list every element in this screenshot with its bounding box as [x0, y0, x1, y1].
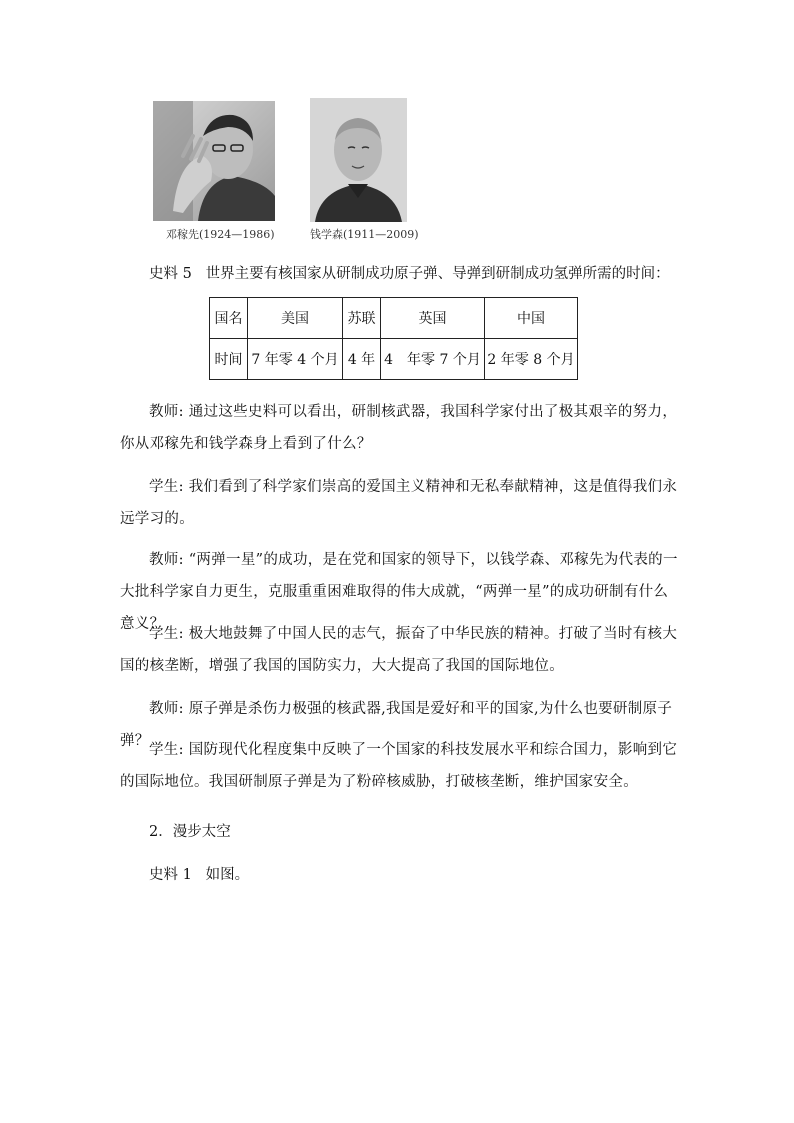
dialogue-text: 通过这些史料可以看出，研制核武器，我国科学家付出了极其艰辛的努力，你从邓稼先和钱学森身上看到了什么？	[120, 404, 678, 452]
dialogue-paragraph: 学生: 我们看到了科学家们崇高的爱国主义精神和无私奉献精神，这是值得我们永远学习的。	[120, 479, 678, 527]
speaker: 学生	[149, 479, 179, 495]
source1-line	[149, 863, 249, 884]
dialogue-paragraph: 学生: 极大地鼓舞了中国人民的志气，振奋了中华民族的精神。打破了当时有核大国的核垄断，增强了我国的国防实力，大大提高了我国的国际地位。	[120, 626, 678, 674]
photo-caption-deng: 邓稼先(1924—1986)	[166, 228, 275, 241]
table-cell: 国名	[210, 298, 248, 339]
speaker: 学生	[149, 742, 179, 758]
source5-label: 史料 5	[149, 266, 192, 282]
dialogue-paragraph: 学生: 国防现代化程度集中反映了一个国家的科技发展水平和综合国力，影响到它的国际地位。我国研制原子弹是为了粉碎核威胁，打破核垄断，维护国家安全。	[120, 742, 678, 790]
table-cell: 7 年零 4 个月	[248, 339, 343, 380]
photo-qian-xuesen	[310, 98, 407, 222]
table-cell: 时间	[210, 339, 248, 380]
speaker: 学生	[149, 626, 179, 642]
table-cell: 英国	[381, 298, 485, 339]
dialogue-paragraph: 教师: 通过这些史料可以看出，研制核武器，我国科学家付出了极其艰辛的努力，你从邓稼先和钱学森身上看到了什么？	[120, 404, 678, 452]
dialogue-text: 国防现代化程度集中反映了一个国家的科技发展水平和综合国力，影响到它的国际地位。我国研制原子弹是为了粉碎核威胁，打破核垄断，维护国家安全。	[120, 742, 678, 790]
section-heading: 2．漫步太空	[149, 824, 231, 840]
table-cell: 中国	[485, 298, 578, 339]
dialogue-text: 我们看到了科学家们崇高的爱国主义精神和无私奉献精神，这是值得我们永远学习的。	[120, 479, 678, 527]
table-header-row	[210, 298, 578, 339]
speaker: 教师	[149, 404, 179, 420]
table-cell: 苏联	[343, 298, 381, 339]
source5-line	[149, 262, 670, 283]
speaker: 教师	[149, 701, 179, 717]
source5-text: 世界主要有核国家从研制成功原子弹、导弹到研制成功氢弹所需的时间：	[205, 266, 670, 282]
table-cell: 4 年零 7 个月	[381, 339, 485, 380]
dialogue-text: 原子弹是杀伤力极强的核武器,我国是爱好和平的国家,为什么也要研制原子弹？	[120, 701, 673, 749]
dialogue-paragraph: 教师: “两弹一星”的成功，是在党和国家的领导下，以钱学森、邓稼先为代表的一大批科学家自力更生，克服重重困难取得的伟大成就，“两弹一星”的成功研制有什么意义？	[120, 552, 678, 632]
source1-text: 如图。	[205, 867, 250, 883]
nuclear-time-table	[209, 297, 578, 380]
table-cell: 2 年零 8 个月	[485, 339, 578, 380]
photo-deng-jiaxian	[153, 101, 275, 221]
photo-caption-qian: 钱学森(1911—2009)	[310, 228, 419, 241]
dialogue-paragraph: 教师: 原子弹是杀伤力极强的核武器,我国是爱好和平的国家,为什么也要研制原子弹？	[120, 701, 673, 749]
source1-label: 史料 1	[149, 867, 192, 883]
speaker: 教师	[149, 552, 179, 568]
dialogue-text: 极大地鼓舞了中国人民的志气，振奋了中华民族的精神。打破了当时有核大国的核垄断，增强了我国的国防实力，大大提高了我国的国际地位。	[120, 626, 678, 674]
dialogue-text: “两弹一星”的成功，是在党和国家的领导下，以钱学森、邓稼先为代表的一大批科学家自力更生，克服重重困难取得的伟大成就，“两弹一星”的成功研制有什么意义？	[120, 552, 678, 632]
table-cell: 4 年	[343, 339, 381, 380]
table-row	[210, 339, 578, 380]
table-cell: 美国	[248, 298, 343, 339]
